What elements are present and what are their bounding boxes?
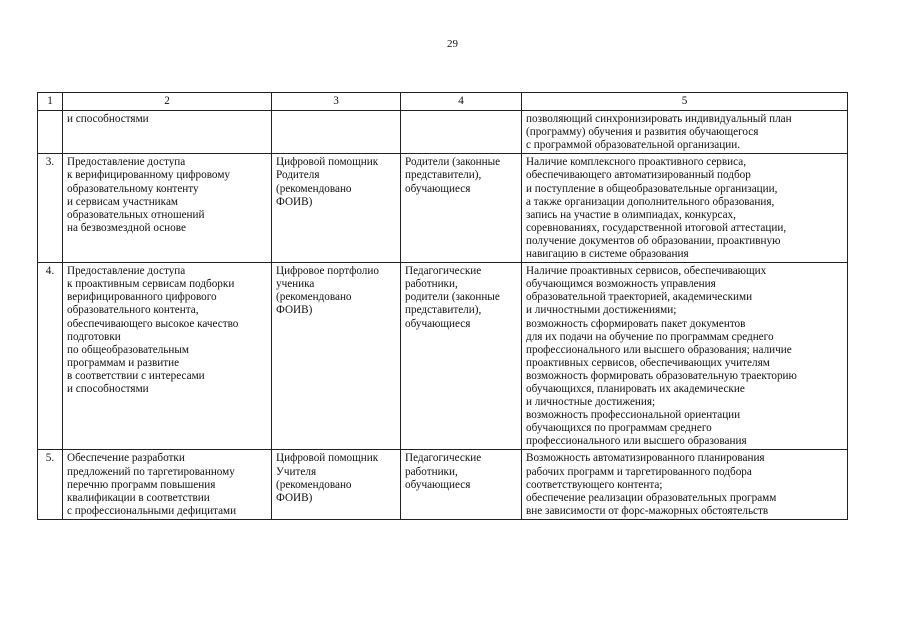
result-text: Наличие проактивных сервисов, обеспечивающих обучающимся возможность управления образовательной траекторией, академическими и личностными достижениями; возможность сформировать пакет документов для их подачи на обучение по программам среднего профессионального или высшего образования; наличие проактивных сервисов, обеспечивающих учителям возможность формировать образовательную траекторию обучающихся, планировать их академические и личностные достижения; возможность профессиональной ориентации обучающихся по программам среднего профессионального или высшего образования	[526, 265, 797, 448]
users-text: Педагогические работники, обучающиеся	[405, 452, 482, 491]
column-header-4: 4	[401, 93, 522, 111]
assistant-cell	[272, 154, 401, 263]
users-text: Педагогические работники, родители (законные представители), обучающиеся	[405, 265, 500, 330]
column-header-5: 5	[522, 93, 848, 111]
result-text: Наличие комплексного проактивного сервиса, обеспечивающего автоматизированный подбор и поступление в общеобразовательные организации, а также организации дополнительного образования, запись на участие в олимпиадах, конкурсах, соревнованиях, государственной итоговой аттестации, получение документов об образовании, проактивную навигацию в системе образования	[526, 156, 787, 261]
row-number-text: 3.	[45, 156, 55, 169]
column-header-1: 1	[38, 93, 63, 111]
document-table	[37, 92, 848, 520]
table-header	[38, 93, 848, 111]
column-header-3: 3	[272, 93, 401, 111]
users-text: Родители (законные представители), обучающиеся	[405, 156, 501, 195]
table-row	[38, 263, 848, 450]
table-body	[38, 111, 848, 520]
users-cell	[401, 154, 522, 263]
service-cell	[63, 263, 272, 450]
page-number: 29	[447, 38, 458, 50]
assistant-cell	[272, 450, 401, 519]
column-header-2: 2	[63, 93, 272, 111]
users-cell	[401, 263, 522, 450]
table-row	[38, 111, 848, 154]
users-cell	[401, 111, 522, 154]
result-cell	[522, 450, 848, 519]
result-cell	[522, 154, 848, 263]
table-row	[38, 450, 848, 519]
row-number-text: 5.	[45, 452, 55, 465]
users-cell	[401, 450, 522, 519]
row-number-text: 4.	[45, 265, 55, 278]
result-text: Возможность автоматизированного планирования рабочих программ и таргетированного подбора соответствующего контента; обеспечение реализации образовательных программ вне зависимости от форс-мажорных обстоятельств	[526, 452, 777, 517]
assistant-text: Цифровой помощник Учителя (рекомендовано ФОИВ)	[276, 452, 379, 504]
service-text: Предоставление доступа к верифицированному цифровому образовательному контенту и сервисам участникам образовательных отношений на безвозмездной основе	[67, 156, 230, 234]
service-text: Обеспечение разработки предложений по таргетированному перечню программ повышения квалификации в соответствии с профессиональными дефицитами	[67, 452, 237, 517]
row-number	[38, 154, 63, 263]
service-text: Предоставление доступа к проактивным сервисам подборки верифицированного цифрового образовательного контента, обеспечивающего высокое качество подготовки по общеобразовательным программам и развитие в соответствии с интересами и способностями	[67, 265, 239, 395]
row-number	[38, 111, 63, 154]
assistant-text: Цифровое портфолио ученика (рекомендовано ФОИВ)	[276, 265, 379, 317]
assistant-cell	[272, 111, 401, 154]
header-row	[38, 93, 848, 111]
result-cell	[522, 111, 848, 154]
service-cell	[63, 154, 272, 263]
service-cell	[63, 111, 272, 154]
assistant-text: Цифровой помощник Родителя (рекомендовано ФОИВ)	[276, 156, 379, 208]
row-number	[38, 263, 63, 450]
service-text: и способностями	[67, 113, 149, 126]
service-cell	[63, 450, 272, 519]
assistant-cell	[272, 263, 401, 450]
result-text: позволяющий синхронизировать индивидуальный план (программу) обучения и развития обучающегося с программой образовательной организации.	[526, 113, 792, 152]
table-row	[38, 154, 848, 263]
row-number	[38, 450, 63, 519]
result-cell	[522, 263, 848, 450]
